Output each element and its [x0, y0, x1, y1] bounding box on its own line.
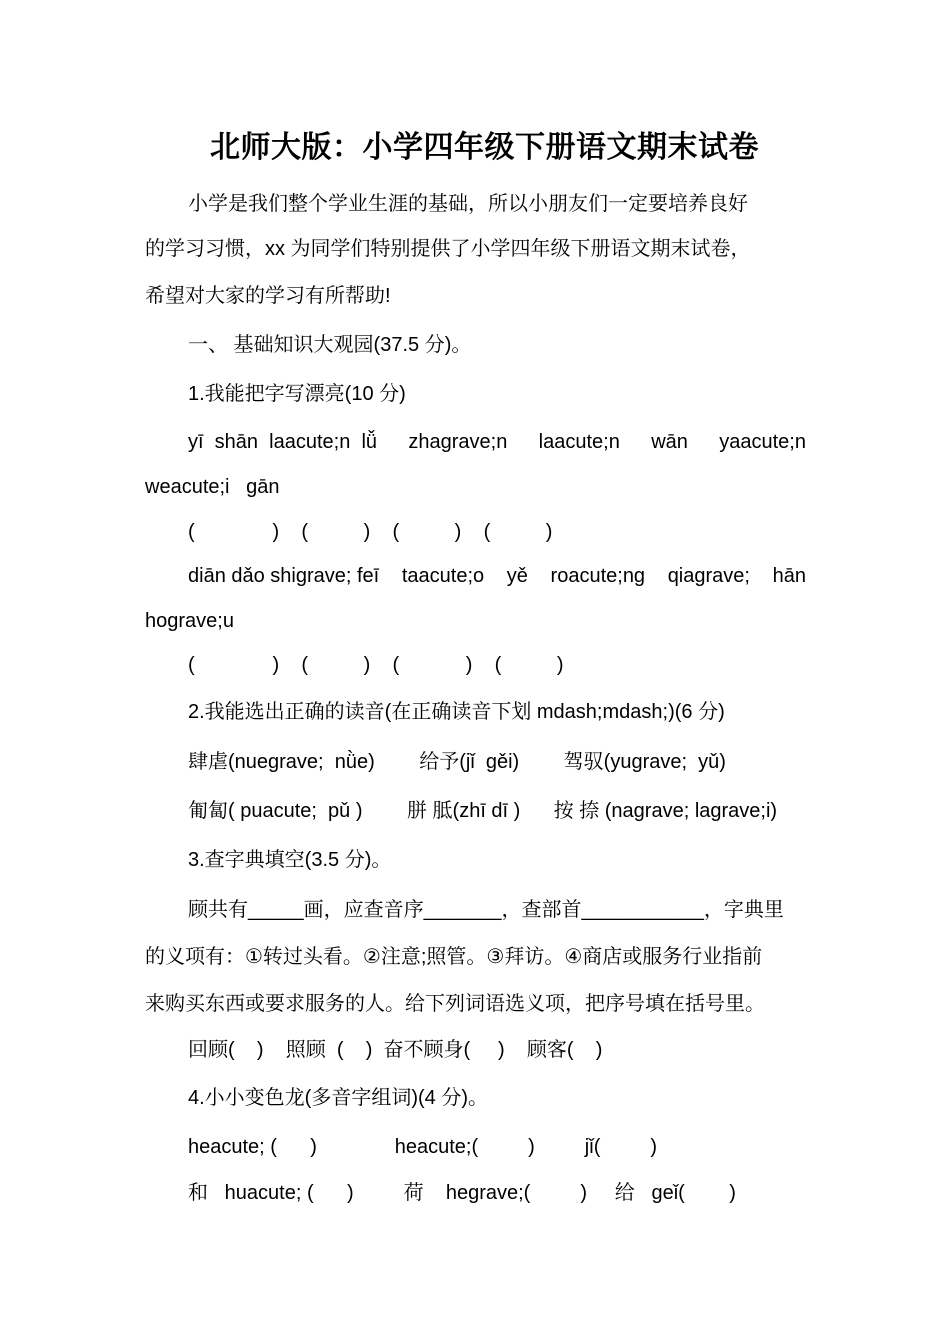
pinyin-group: zhagrave;n: [408, 431, 508, 453]
q3-line-2: 的义项有：①转过头看。②注意;照管。③拜访。④商店或服务行业指前: [145, 946, 763, 968]
intro-line-2: 的学习习惯，xx 为同学们特别提供了小学四年级下册语文期末试卷，: [145, 238, 751, 260]
q3-words: 回顾( ) 照顾 ( ) 奋不顾身( ) 顾客( ): [188, 1039, 603, 1061]
pinyin-group: hān: [772, 565, 806, 587]
section-1-heading: 一、 基础知识大观园(37.5 分)。: [188, 334, 472, 356]
pinyin-group: qiagrave;: [667, 565, 750, 587]
q1-pinyin-row-2-cont: hograve;u: [145, 610, 234, 632]
pinyin-group: roacute;ng: [550, 565, 646, 587]
q2-row-2: 匍匐( puacute; pǔ ) 胼 胝(zhī dī ) 按 捺 (nagrave; lagrave;i): [188, 800, 778, 822]
question-4-heading: 4.小小变色龙(多音字组词)(4 分)。: [188, 1087, 488, 1109]
q1-brackets-row-1: ( ) ( ) ( ) ( ): [188, 521, 553, 543]
q1-pinyin-row-1-cont: weacute;i gān: [145, 476, 280, 498]
pinyin-group: taacute;o: [401, 565, 485, 587]
question-1-heading: 1.我能把字写漂亮(10 分): [188, 383, 406, 405]
q3-line-3: 来购买东西或要求服务的人。给下列词语选义项，把序号填在括号里。: [145, 993, 765, 1015]
pinyin-group: yě: [506, 565, 528, 587]
question-2-heading: 2.我能选出正确的读音(在正确读音下划 mdash;mdash;)(6 分): [188, 701, 725, 723]
q1-pinyin-row-2: [188, 564, 806, 588]
page-title: 北师大版：小学四年级下册语文期末试卷: [210, 130, 759, 165]
intro-line-1: 小学是我们整个学业生涯的基础，所以小朋友们一定要培养良好: [188, 193, 748, 215]
q1-pinyin-row-1: [188, 430, 806, 454]
q4-row-1: heacute; ( ) heacute;( ) jǐ( ): [188, 1136, 658, 1158]
pinyin-group: diān dǎo shigrave; feī: [188, 565, 380, 587]
pinyin-group: yī shān laacute;n lǚ: [188, 431, 378, 453]
q4-row-2: 和 huacute; ( ) 荷 hegrave;( ) 给 geǐ( ): [188, 1182, 736, 1204]
pinyin-group: yaacute;n: [719, 431, 806, 453]
pinyin-group: wān: [651, 431, 688, 453]
q2-row-1: 肆虐(nuegrave; nǜe) 给予(jǐ gěi) 驾驭(yugrave; yǔ): [188, 751, 726, 773]
question-3-heading: 3.查字典填空(3.5 分)。: [188, 849, 392, 871]
q1-brackets-row-2: ( ) ( ) ( ) ( ): [188, 654, 564, 676]
intro-line-3: 希望对大家的学习有所帮助!: [145, 285, 391, 307]
pinyin-group: laacute;n: [538, 431, 620, 453]
q3-line-1: 顾共有_____画，应查音序_______，查部首___________，字典里: [188, 899, 784, 921]
